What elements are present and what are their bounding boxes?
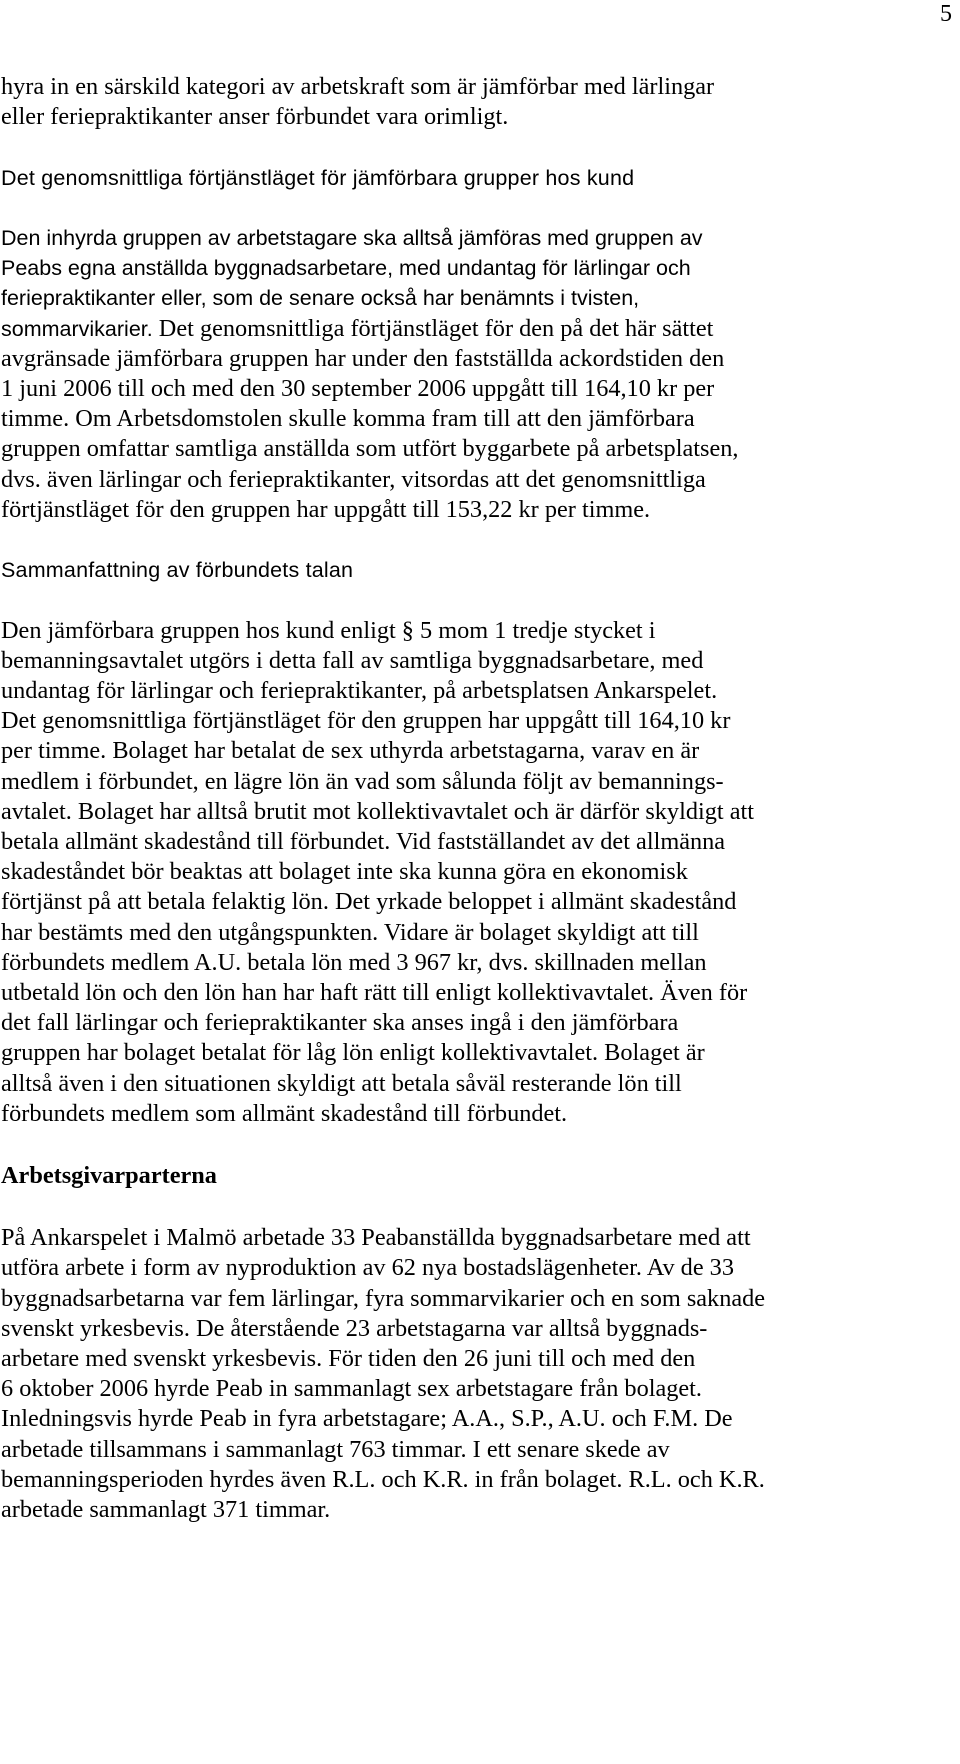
spacer bbox=[1, 585, 956, 615]
spacer bbox=[1, 193, 956, 223]
summary-paragraph: Den jämförbara gruppen hos kund enligt § 5 mom 1 tredje stycket i bemanningsavtalet utgörs i detta fall av samtliga byggnadsarbetare, med undantag för lärlingar och feriepraktikanter, på arbetsplatsen Ankarspelet. Det genomsnittliga förtjänstläget för den gruppen har uppgått till 164,10 kr per timme. Bolaget har betalat de sex uthyrda arbetstagarna, varav en är medlem i förbundet, en lägre lön än vad som sålunda följt av bemannings- avtalet. Bolaget har alltså brutit mot kollektivavtalet och är därför skyldigt att betala allmänt skadestånd till förbundet. Vid fastställandet av det allmänna skadeståndet bör beaktas att bolaget inte ska kunna göra en ekonomisk förtjänst på att betala felaktig lön. Det yrkade beloppet i allmänt skadestånd har bestämts med den utgångspunkten. Vidare är bolaget skyldigt att till förbundets medlem A.U. betala lön med 3 967 kr, dvs. skillnaden mellan utbetald lön och den lön han har haft rätt till enligt kollektivavtalet. Även för det fall lärlingar och feriepraktikanter ska anses ingå i den jämförbara gruppen har bolaget betalat för låg lön enligt kollektivavtalet. Bolaget är alltså även i den situationen skyldigt att betala såväl resterande lön till förbundets medlem som allmänt skadestånd till förbundet. bbox=[1, 616, 754, 1127]
spacer bbox=[1, 1129, 956, 1161]
spacer bbox=[1, 132, 956, 162]
document-body bbox=[1, 72, 956, 1525]
comparison-paragraph bbox=[1, 223, 956, 525]
employers-paragraph: På Ankarspelet i Malmö arbetade 33 Peabanställda byggnadsarbetare med att utföra arbete i form av nyproduktion av 62 nya bostadslägenheter. Av de 33 byggnadsarbetarna var fem lärlingar, fyra sommarvikarier och en som saknade svenskt yrkesbevis. De återstående 23 arbetstagarna var alltså byggnads- arbetare med svenskt yrkesbevis. För tiden den 26 juni till och med den 6 oktober 2006 hyrde Peab in sammanlagt sex arbetstagare från bolaget. Inledningsvis hyrde Peab in fyra arbetstagare; A.A., S.P., A.U. och F.M. De arbetade tillsammans i sammanlagt 763 timmar. I ett senare skede av bemanningsperioden hyrdes även R.L. och K.R. in från bolaget. R.L. och K.R. arbetade sammanlagt 371 timmar. bbox=[1, 1224, 766, 1524]
section-heading-employers: Arbetsgivarparterna bbox=[1, 1162, 217, 1190]
section-heading-comparable-groups: Det genomsnittliga förtjänstläget för jämförbara grupper hos kund bbox=[1, 165, 635, 190]
spacer bbox=[1, 525, 956, 555]
comparison-paragraph-serif-part: Det genomsnittliga förtjänstläget för den på det här sättet avgränsade jämförbara gruppen har under den fastställda ackordstiden den 1 juni 2006 till och med den 30 september 2006 uppgått till 164,10 kr per timme. Om Arbetsdomstolen skulle komma fram till att den jämförbara gruppen omfattar samtliga anställda som utfört byggarbete på arbetsplatsen, dvs. även lärlingar och feriepraktikanter, vitsordas att det genomsnittliga förtjänstläget för den gruppen har uppgått till 153,22 kr per timme. bbox=[1, 314, 739, 523]
comparison-paragraph-sans-part: Den inhyrda gruppen av arbetstagare ska alltså jämföras med gruppen av Peabs egna anställda byggnadsarbetare, med undantag för lärlingar och feriepraktikanter eller, som de senare också har benämnts i tvisten, sommarvikarier. bbox=[1, 225, 703, 341]
page-number: 5 bbox=[940, 1, 952, 27]
section-heading-summary: Sammanfattning av förbundets talan bbox=[1, 558, 354, 583]
spacer bbox=[1, 1191, 956, 1223]
intro-paragraph: hyra in en särskild kategori av arbetskraft som är jämförbar med lärlingar eller feriepraktikanter anser förbundet vara orimligt. bbox=[1, 73, 715, 131]
